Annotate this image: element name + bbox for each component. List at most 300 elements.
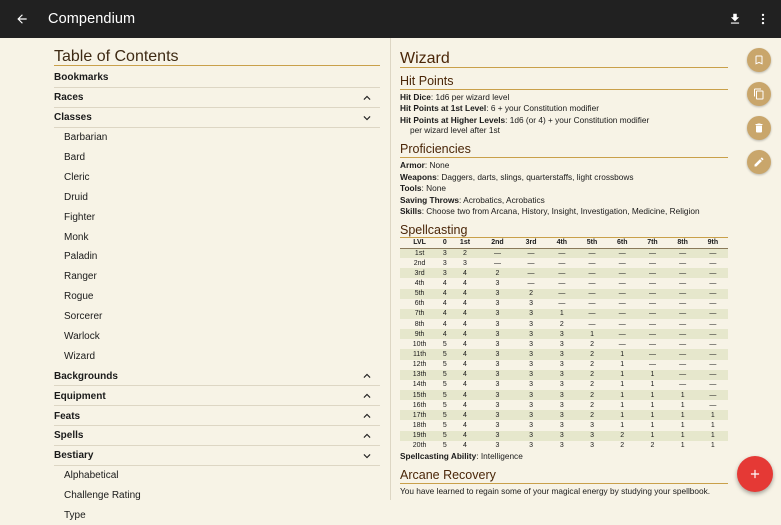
proficiencies-heading: Proficiencies: [400, 142, 471, 156]
pane-divider: [390, 38, 391, 500]
table-row: [400, 329, 728, 339]
toc-item[interactable]: [54, 207, 380, 227]
arcane-recovery-rule: [400, 483, 728, 484]
spell-cell: 3: [480, 410, 516, 420]
toc-list: [54, 68, 380, 525]
spell-cell: 12th: [412, 361, 427, 369]
class-detail-panel: [400, 38, 728, 500]
spell-cell: 4: [463, 340, 467, 348]
spell-cell: —: [648, 340, 656, 348]
spell-col-header: 8th: [668, 238, 698, 248]
toc-label: Bard: [64, 152, 86, 163]
spell-cell: 2nd: [413, 259, 426, 267]
toc-label: Backgrounds: [54, 370, 118, 382]
spell-col-header: 7th: [637, 238, 667, 248]
spell-cell: 3: [495, 300, 500, 308]
spell-cell: —: [709, 401, 717, 409]
toc-section[interactable]: [54, 88, 380, 108]
spell-cell: —: [679, 381, 687, 389]
spell-cell: 10th: [412, 340, 427, 348]
spell-cell: 4: [463, 279, 467, 287]
spell-col-header: 2nd: [480, 238, 516, 248]
spell-cell: 1st: [400, 248, 439, 258]
spell-cell: —: [588, 320, 596, 328]
class-title-rule: [400, 67, 728, 68]
arcane-recovery-heading: Arcane Recovery: [400, 468, 496, 482]
toc-item[interactable]: [54, 247, 380, 267]
table-row: [400, 309, 728, 319]
spell-cell: 4: [450, 309, 479, 319]
more-vert-icon: [756, 12, 770, 26]
tools-value: : None: [421, 183, 446, 193]
toc-item[interactable]: [54, 148, 380, 168]
spell-cell: —: [709, 279, 717, 287]
spell-cell: 2: [650, 442, 655, 450]
toc-label: Feats: [54, 410, 81, 422]
spell-cell: —: [698, 329, 728, 339]
toc-item[interactable]: [54, 346, 380, 366]
spell-cell: 3: [590, 421, 594, 429]
spell-cell: 2: [590, 381, 594, 389]
toc-label: Wizard: [64, 350, 96, 362]
hp-first-level-value: : 6 + your Constitution modifier: [486, 103, 599, 113]
spell-cell: —: [668, 289, 698, 299]
hp-higher-levels-label: Hit Points at Higher Levels: [400, 115, 506, 125]
toc-section[interactable]: [54, 446, 380, 466]
spell-cell: 4: [463, 320, 467, 328]
spell-cell: —: [637, 349, 667, 359]
spell-cell: —: [607, 289, 637, 299]
spell-cell: 2: [607, 431, 637, 441]
spell-cell: 11th: [400, 349, 439, 359]
spell-cell: 2: [480, 268, 516, 278]
spell-cell: 1: [607, 390, 637, 400]
spell-cell: 1: [680, 401, 685, 409]
toc-item[interactable]: [54, 187, 380, 207]
spell-cell: —: [558, 259, 566, 267]
table-row: [400, 248, 728, 258]
skills-value: : Choose two from Arcana, History, Insight, Investigation, Medicine, Religion: [421, 206, 700, 216]
spell-cell: 4: [450, 329, 479, 339]
class-title: Wizard: [400, 50, 450, 67]
spell-cell: —: [668, 349, 698, 359]
spell-cell: 3: [515, 309, 546, 319]
spell-cell: 3: [480, 349, 516, 359]
spell-cell: 9th: [400, 329, 439, 339]
add-fab-button[interactable]: [737, 456, 773, 492]
table-row: [400, 339, 728, 349]
overflow-menu-button[interactable]: [749, 0, 777, 38]
spell-cell: 3: [547, 370, 577, 380]
spell-cell: —: [698, 289, 728, 299]
spell-table-header: [400, 238, 728, 248]
spell-cell: —: [648, 320, 656, 328]
spell-cell: 1: [650, 421, 655, 429]
saving-throws-value: : Acrobatics, Acrobatics: [459, 195, 545, 205]
spell-cell: —: [577, 248, 607, 258]
spell-cell: —: [515, 268, 546, 278]
hit-dice-label: Hit Dice: [400, 92, 431, 102]
spellcasting-heading: Spellcasting: [400, 223, 468, 237]
toc-label: Spells: [54, 430, 84, 442]
spell-col-header: 3rd: [515, 238, 546, 248]
spell-cell: 3: [515, 390, 546, 400]
toc-section[interactable]: [54, 108, 380, 128]
spell-cell: 1: [620, 401, 625, 409]
toc-item[interactable]: [54, 128, 380, 148]
spell-cell: —: [679, 259, 687, 267]
spell-cell: —: [668, 248, 698, 258]
spell-cell: 5: [442, 340, 447, 348]
spell-cell: —: [607, 248, 637, 258]
spell-cell: —: [698, 268, 728, 278]
spell-cell: —: [709, 320, 717, 328]
toc-label: Races: [54, 92, 84, 104]
spell-cell: 4: [463, 401, 467, 409]
weapons-value: : Daggers, darts, slings, quarterstaffs, light crossbows: [436, 172, 634, 182]
spell-col-header: LVL: [400, 238, 439, 248]
table-row: [400, 370, 728, 380]
spell-cell: 1: [637, 390, 667, 400]
chevron-down-icon[interactable]: [360, 449, 374, 463]
spell-cell: —: [668, 268, 698, 278]
spell-cell: 5: [442, 381, 447, 389]
bookmark-icon: [753, 54, 765, 66]
spell-cell: —: [668, 329, 698, 339]
hp-first-level-line: [400, 103, 599, 113]
spell-cell: —: [648, 361, 656, 369]
toc-item[interactable]: [54, 267, 380, 287]
toc-section[interactable]: [54, 68, 380, 88]
toc-item[interactable]: [54, 466, 380, 486]
toc-item[interactable]: [54, 167, 380, 187]
spell-cell: 2: [620, 442, 625, 450]
spell-cell: 4: [450, 390, 479, 400]
spell-cell: 4: [450, 431, 479, 441]
toc-section[interactable]: [54, 386, 380, 406]
hit-points-heading: Hit Points: [400, 74, 454, 88]
spell-cell: 5: [439, 390, 450, 400]
spell-cell: —: [607, 268, 637, 278]
spell-cell: 1: [607, 349, 637, 359]
spell-cell: 1: [668, 431, 698, 441]
spell-cell: 3: [480, 390, 516, 400]
spell-cell: 2: [590, 340, 594, 348]
toc-item[interactable]: [54, 287, 380, 307]
hit-dice-line: [400, 92, 509, 102]
hp-higher-levels-cont: per wizard level after 1st: [410, 125, 500, 135]
skills-line: [400, 206, 700, 216]
spell-cell: —: [493, 259, 501, 267]
spell-cell: 1: [650, 381, 655, 389]
chevron-up-icon[interactable]: [360, 369, 374, 383]
hit-points-rule: [400, 89, 728, 90]
spell-cell: 20th: [412, 442, 427, 450]
download-button[interactable]: [721, 0, 749, 38]
spell-cell: 1: [607, 370, 637, 380]
toc-item[interactable]: [54, 307, 380, 327]
skills-label: Skills: [400, 206, 422, 216]
toc-section[interactable]: [54, 366, 380, 386]
toc-label: Ranger: [64, 271, 97, 283]
spell-cell: 3: [547, 390, 577, 400]
app-bar: [0, 0, 781, 38]
spell-cell: —: [648, 279, 656, 287]
copy-icon: [753, 88, 765, 100]
toc-label: Challenge Rating: [64, 490, 141, 502]
edit-button[interactable]: [747, 150, 771, 174]
spell-cell: —: [668, 309, 698, 319]
spell-cell: 4: [463, 421, 467, 429]
spell-cell: 3: [547, 329, 577, 339]
spell-cell: 3: [463, 259, 467, 267]
spell-cell: 3: [480, 370, 516, 380]
spell-cell: 4: [450, 370, 479, 380]
toc-section[interactable]: [54, 426, 380, 446]
chevron-up-icon[interactable]: [360, 429, 374, 443]
spell-cell: 3: [559, 381, 564, 389]
spell-cell: 4: [439, 309, 450, 319]
toc-item[interactable]: [54, 506, 380, 525]
spell-cell: 5: [439, 410, 450, 420]
spell-cell: 5: [442, 421, 447, 429]
tools-label: Tools: [400, 183, 422, 193]
toc-label: Paladin: [64, 251, 98, 263]
spell-cell: 1: [668, 410, 698, 420]
spell-cell: 5: [439, 349, 450, 359]
spell-cell: —: [709, 340, 717, 348]
pencil-icon: [753, 156, 765, 168]
spell-cell: —: [679, 320, 687, 328]
spell-col-header: 5th: [577, 238, 607, 248]
spell-cell: 3: [480, 289, 516, 299]
spell-cell: 3: [480, 431, 516, 441]
spell-cell: 3: [480, 309, 516, 319]
hit-dice-value: : 1d6 per wizard level: [430, 92, 510, 102]
spell-cell: —: [679, 279, 687, 287]
spell-cell: 1: [680, 442, 685, 450]
spell-cell: 3: [529, 340, 533, 348]
spell-cell: 1: [698, 431, 728, 441]
spell-cell: 1: [698, 410, 728, 420]
spell-slots-table: [400, 238, 728, 451]
back-button[interactable]: [0, 0, 44, 38]
toc-title: Table of Contents: [54, 48, 179, 65]
table-row: [400, 441, 728, 451]
hp-first-level-label: Hit Points at 1st Level: [400, 103, 487, 113]
spell-cell: 5: [439, 370, 450, 380]
spell-cell: —: [558, 279, 566, 287]
spell-cell: 3: [495, 361, 500, 369]
spell-cell: —: [698, 309, 728, 319]
spell-cell: 2: [590, 401, 594, 409]
spell-cell: —: [547, 289, 577, 299]
hp-higher-levels-line: [400, 115, 649, 125]
spell-cell: 3: [547, 410, 577, 420]
armor-value: : None: [424, 160, 450, 170]
spellcasting-ability-value: : Intelligence: [476, 451, 523, 461]
spell-cell: —: [637, 309, 667, 319]
spell-cell: —: [515, 248, 546, 258]
spell-cell: —: [698, 390, 728, 400]
spell-cell: —: [709, 361, 717, 369]
spell-cell: 2: [559, 320, 564, 328]
spell-cell: 3: [439, 268, 450, 278]
spell-cell: 3: [529, 401, 533, 409]
spell-cell: 1: [620, 361, 625, 369]
spell-cell: 1: [637, 410, 667, 420]
arcane-recovery-text: You have learned to regain some of your magical energy by studying your spellbook.: [400, 486, 711, 496]
toc-label: Druid: [64, 191, 88, 203]
armor-label: Armor: [400, 160, 425, 170]
spell-cell: 3: [495, 381, 500, 389]
spell-cell: —: [709, 259, 717, 267]
saving-throws-line: [400, 195, 545, 205]
spell-cell: 3: [559, 421, 564, 429]
spell-cell: 3: [495, 421, 500, 429]
spell-cell: 4: [450, 268, 479, 278]
toc-label: Warlock: [64, 331, 100, 343]
spell-cell: 1: [607, 410, 637, 420]
spell-cell: 3: [529, 381, 533, 389]
spell-cell: 3: [439, 248, 450, 258]
spell-cell: 3: [515, 431, 546, 441]
table-row: [400, 349, 728, 359]
spell-cell: —: [679, 340, 687, 348]
table-row: [400, 420, 728, 430]
chevron-up-icon[interactable]: [360, 389, 374, 403]
bookmark-button[interactable]: [747, 48, 771, 72]
spell-cell: 3: [515, 329, 546, 339]
spell-cell: —: [679, 300, 687, 308]
page-title: Compendium: [48, 11, 136, 27]
spell-cell: —: [480, 248, 516, 258]
spell-cell: 1: [637, 431, 667, 441]
spell-cell: 3: [529, 442, 533, 450]
spell-cell: 14th: [412, 381, 427, 389]
spell-cell: 2: [450, 248, 479, 258]
spell-cell: 4: [450, 289, 479, 299]
spell-cell: —: [698, 370, 728, 380]
spell-cell: 4: [463, 361, 467, 369]
spell-cell: 1: [547, 309, 577, 319]
spell-cell: —: [709, 381, 717, 389]
spell-cell: 3: [590, 442, 594, 450]
spell-cell: —: [637, 248, 667, 258]
spell-cell: 3: [559, 442, 564, 450]
spell-cell: 3: [529, 361, 533, 369]
toc-section[interactable]: [54, 406, 380, 426]
spell-cell: 15th: [400, 390, 439, 400]
delete-button[interactable]: [747, 116, 771, 140]
spell-cell: —: [698, 349, 728, 359]
spell-cell: —: [637, 268, 667, 278]
arrow-left-icon: [15, 12, 29, 26]
toc-item[interactable]: [54, 227, 380, 247]
copy-button[interactable]: [747, 82, 771, 106]
table-row: [400, 289, 728, 299]
spell-cell: 18th: [412, 421, 427, 429]
toc-item[interactable]: [54, 327, 380, 347]
spell-cell: 2: [577, 410, 607, 420]
chevron-down-icon[interactable]: [360, 111, 374, 125]
spell-cell: 2: [577, 349, 607, 359]
spell-cell: 3: [529, 300, 533, 308]
spell-cell: 1: [650, 401, 655, 409]
spellcasting-ability-line: [400, 451, 523, 461]
toc-label: Bookmarks: [54, 72, 109, 84]
spell-cell: 5: [439, 431, 450, 441]
spell-cell: —: [618, 340, 626, 348]
hp-higher-levels-value: : 1d6 (or 4) + your Constitution modifier: [505, 115, 650, 125]
spell-col-header: 0: [439, 238, 450, 248]
spell-col-header: 4th: [547, 238, 577, 248]
spell-cell: 4: [442, 300, 447, 308]
spell-cell: —: [637, 289, 667, 299]
toc-label: Classes: [54, 112, 92, 124]
toc-label: Alphabetical: [64, 470, 119, 482]
spell-cell: 3: [480, 329, 516, 339]
toc-label: Cleric: [64, 171, 90, 183]
chevron-up-icon[interactable]: [360, 409, 374, 423]
spell-cell: 3: [442, 259, 447, 267]
toc-label: Barbarian: [64, 132, 108, 144]
spell-cell: 4: [442, 279, 447, 287]
spell-cell: —: [618, 279, 626, 287]
table-row: [400, 258, 728, 268]
table-row: [400, 390, 728, 400]
table-row: [400, 380, 728, 390]
spell-cell: 5: [442, 361, 447, 369]
spell-cell: 2: [577, 390, 607, 400]
saving-throws-label: Saving Throws: [400, 195, 460, 205]
spell-cell: 3: [495, 401, 500, 409]
spell-cell: —: [607, 309, 637, 319]
spell-cell: 3: [495, 340, 500, 348]
table-row: [400, 278, 728, 288]
chevron-up-icon[interactable]: [360, 91, 374, 105]
spell-cell: 3: [495, 279, 500, 287]
spell-cell: —: [698, 248, 728, 258]
tools-line: [400, 183, 446, 193]
spell-cell: 4th: [414, 279, 425, 287]
weapons-line: [400, 172, 634, 182]
spell-cell: —: [577, 268, 607, 278]
spell-cell: —: [577, 289, 607, 299]
table-row: [400, 360, 728, 370]
spell-cell: 1: [710, 421, 715, 429]
toc-label: Type: [64, 510, 86, 522]
spell-cell: —: [618, 320, 626, 328]
download-icon: [728, 12, 742, 26]
toc-label: Monk: [64, 231, 89, 243]
spell-cell: —: [527, 259, 535, 267]
spell-cell: 5: [442, 401, 447, 409]
spell-col-header: 1st: [450, 238, 479, 248]
table-row: [400, 431, 728, 441]
spell-cell: 3: [515, 349, 546, 359]
spell-cell: 2: [515, 289, 546, 299]
spell-cell: —: [588, 259, 596, 267]
spell-cell: —: [668, 370, 698, 380]
spell-cell: 4: [463, 300, 467, 308]
spell-cell: 16th: [412, 401, 427, 409]
spell-cell: 4: [450, 349, 479, 359]
toc-item[interactable]: [54, 486, 380, 506]
spell-cell: 4: [463, 381, 467, 389]
spell-cell: —: [648, 300, 656, 308]
table-of-contents-panel: [0, 38, 390, 522]
